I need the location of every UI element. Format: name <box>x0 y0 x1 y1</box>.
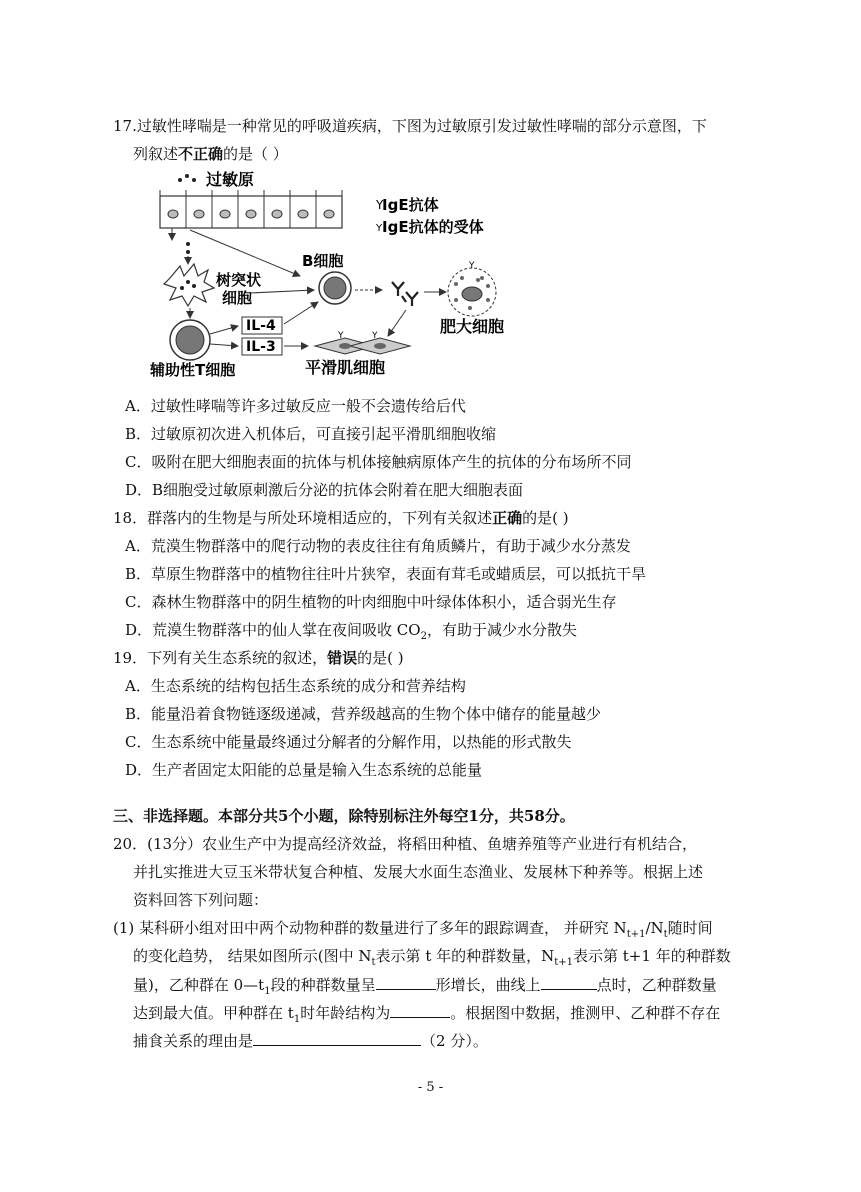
q20-part1-line2: 的变化趋势， 结果如图所示(图中 $N_t$表示第 t 年的种群数量，$N_{t+1}$表示第 t+1 年的种群数 <box>133 947 731 968</box>
legend-ige: IgE抗体 <box>382 196 439 214</box>
q19-option-c: C．生态系统中能量最终通过分解者的分解作用，以热能的形式散失 <box>125 733 572 751</box>
q17-option-b: B．过敏原初次进入机体后，可直接引起平滑肌细胞收缩 <box>125 425 497 443</box>
q20-part1-line4: 达到最大值。甲种群在 $t_1$时年龄结构为 。根据图中数据，推测甲、乙种群不存在 <box>133 1004 721 1025</box>
q18-option-d: D．荒漠生物群落中的仙人掌在夜间吸收 $CO_2$，有助于减少水分散失 <box>125 621 577 642</box>
allergen-dots <box>178 174 196 182</box>
q18-option-b: B．草原生物群落中的植物往往叶片狭窄，表面有茸毛或蜡质层，可以抵抗干旱 <box>125 565 647 583</box>
q20-line2: 并扎实推进大豆玉米带状复合种植、发展大水面生态渔业、发展林下种养等。根据上述 <box>133 863 704 881</box>
q20-line1: 20．(13分）农业生产中为提高经济效益，将稻田种植、鱼塘养殖等产业进行有机结合， <box>113 835 698 853</box>
antibody-icons <box>392 282 418 306</box>
q18-stem: 18．群落内的生物是与所处环境相适应的，下列有关叙述正确的是( ) <box>113 509 569 527</box>
smooth-muscle-label: 平滑肌细胞 <box>305 358 386 377</box>
smooth-muscle-cells <box>315 331 410 354</box>
q17-stem-line2: 列叙述不正确的是（ ） <box>133 145 288 163</box>
q18-option-a: A．荒漠生物群落中的爬行动物的表皮往往有角质鳞片，有助于减少水分蒸发 <box>125 537 631 555</box>
q19-emphasis: 错误 <box>327 649 358 667</box>
q20-part1-line5: 捕食关系的理由是 （2 分）。 <box>133 1032 488 1050</box>
svg-text:Y: Y <box>338 331 344 341</box>
epithelium <box>160 190 342 228</box>
svg-text:Y: Y <box>376 223 383 234</box>
allergen-label: 过敏原 <box>206 170 255 189</box>
q17-option-d: D．B细胞受过敏原刺激后分泌的抗体会附着在肥大细胞表面 <box>125 481 524 499</box>
il3-label: IL-3 <box>246 339 276 355</box>
dendritic-label-2: 细胞 <box>222 289 253 307</box>
q19-option-b: B．能量沿着食物链逐级递减，营养级越高的生物个体中储存的能量越少 <box>125 705 602 723</box>
answer-blank-4[interactable] <box>253 1030 421 1046</box>
svg-text:Y: Y <box>372 331 378 341</box>
q20-part1-line3: 量)，乙种群在 $0—t_1$段的种群数量呈 形增长，曲线上 点时，乙种群数量 <box>133 976 717 997</box>
mast-cell-label: 肥大细胞 <box>440 317 505 336</box>
svg-text:Y: Y <box>469 261 475 271</box>
svg-text:Y: Y <box>376 198 384 212</box>
legend-receptor: IgE抗体的受体 <box>382 218 484 236</box>
section-heading: 三、非选择题。本部分共5个小题，除特别标注外每空1分，共58分。 <box>113 807 575 825</box>
answer-blank-3[interactable] <box>390 1002 450 1018</box>
allergic-asthma-diagram <box>150 168 550 378</box>
answer-blank-1[interactable] <box>376 974 436 990</box>
q20-part1-line1: (1) 某科研小组对田中两个动物种群的数量进行了多年的跟踪调查， 并研究 $N_{t+1}/N_t$随时间 <box>113 919 713 940</box>
q20-line3: 资料回答下列问题： <box>133 891 269 909</box>
q17-stem-line1: 17.过敏性哮喘是一种常见的呼吸道疾病，下图为过敏原引发过敏性哮喘的部分示意图，下 <box>113 117 707 135</box>
q17-option-a: A．过敏性哮喘等许多过敏反应一般不会遗传给后代 <box>125 397 466 415</box>
q17-option-c: C．吸附在肥大细胞表面的抗体与机体接触病原体产生的抗体的分布场所不同 <box>125 453 632 471</box>
il4-label: IL-4 <box>246 318 276 334</box>
page-number: - 5 - <box>417 1080 444 1095</box>
helper-t-label: 辅助性T细胞 <box>150 361 236 378</box>
q19-stem: 19．下列有关生态系统的叙述，错误的是( ) <box>113 649 404 667</box>
b-cell-label: B细胞 <box>302 252 344 270</box>
dendritic-label-1: 树突状 <box>216 271 262 289</box>
answer-blank-2[interactable] <box>541 974 597 990</box>
q18-option-c: C．森林生物群落中的阴生植物的叶肉细胞中叶绿体体积小，适合弱光生存 <box>125 593 617 611</box>
q19-option-a: A．生态系统的结构包括生态系统的成分和营养结构 <box>125 677 466 695</box>
q17-emphasis: 不正确 <box>178 145 224 163</box>
mast-cell <box>448 261 496 316</box>
q18-emphasis: 正确 <box>492 509 523 527</box>
q19-option-d: D．生产者固定太阳能的总量是输入生态系统的总能量 <box>125 761 483 779</box>
dendritic-cell <box>164 264 214 306</box>
